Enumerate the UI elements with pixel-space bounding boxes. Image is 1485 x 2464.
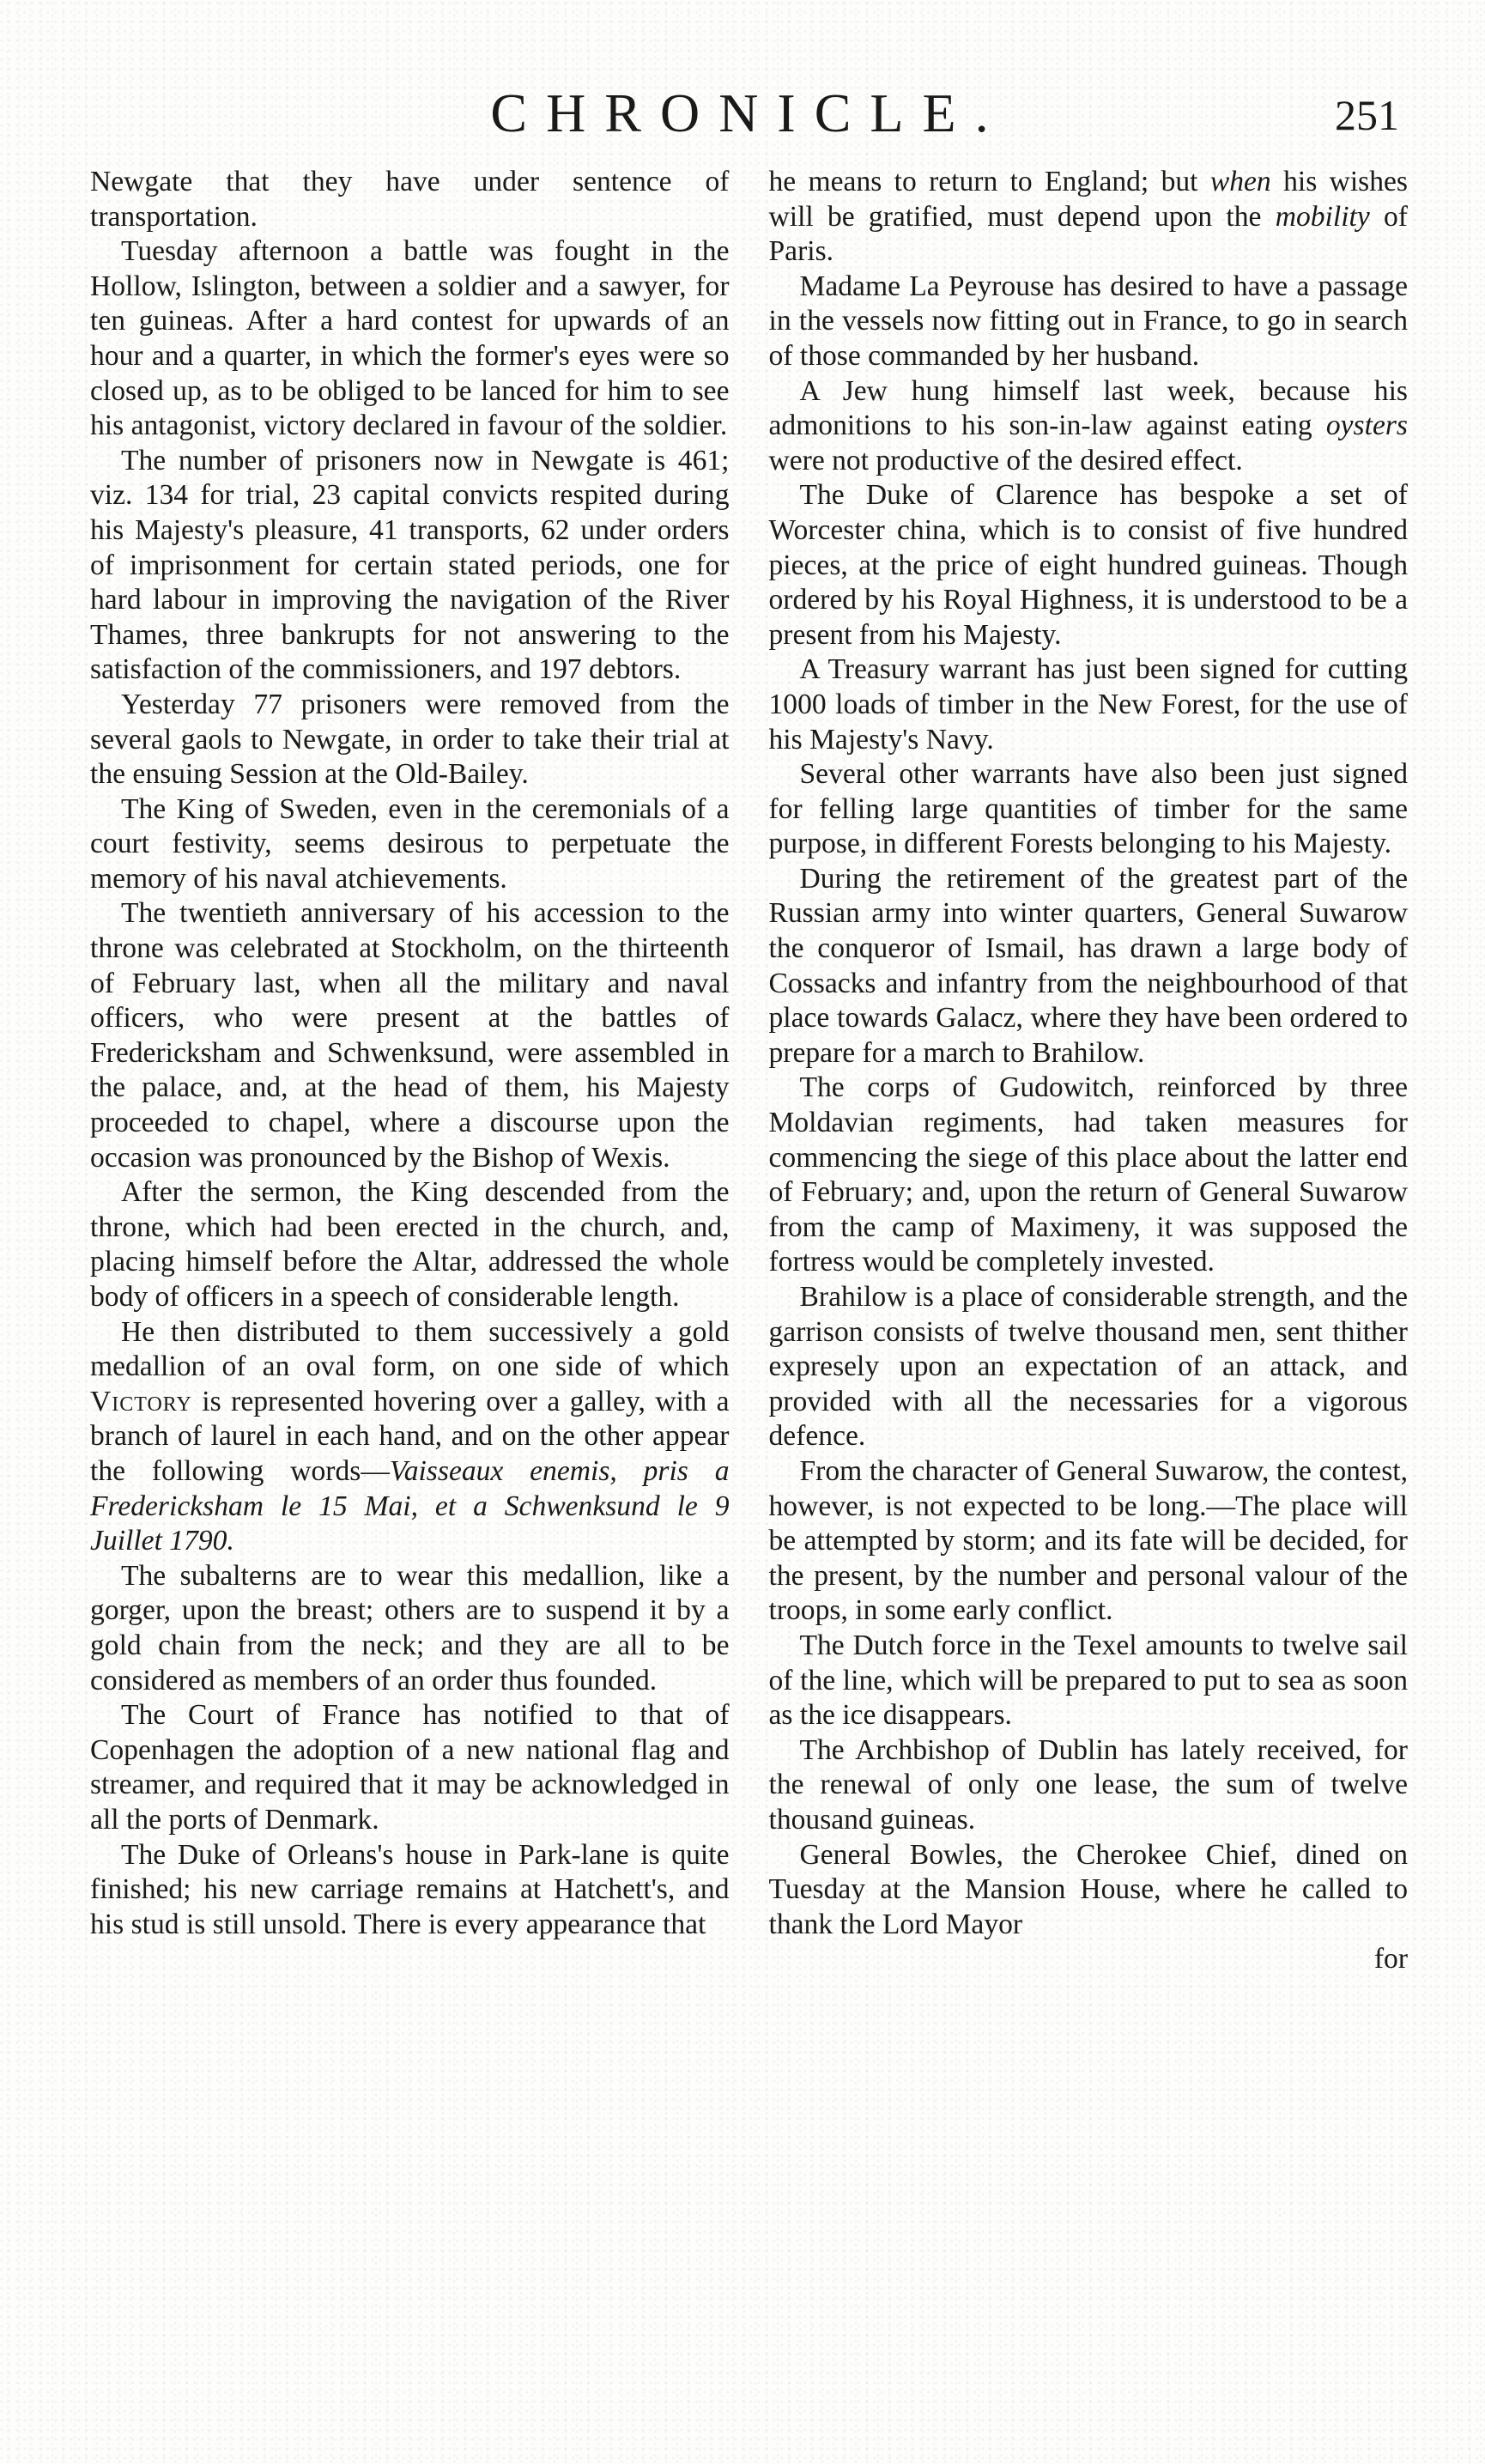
paragraph: Brahilow is a place of considerable strength, and the garrison consists of twelve thousand men, sent thither expresely upon an expectation of an attack, and provided with all the necessaries for a vigorous defence. [768,1281,1408,1453]
text-columns [90,165,1408,1977]
paragraph: Madame La Peyrouse has desired to have a passage in the vessels now fitting out in France, to go in search of those commanded by her husband. [768,270,1408,372]
paragraph: The number of prisoners now in Newgate is 461; viz. 134 for trial, 23 capital convicts respited during his Majesty's pleasure, 41 transports, 62 under orders of imprisonment for certain stated periods, one for hard labour in improving the navigation of the River Thames, three bankrupts for not answering to the satisfaction of the commissioners, and 197 debtors. [90,444,730,686]
text-run: were not productive of the desired effect. [768,444,1243,476]
paragraph [769,374,1409,479]
paragraph: Newgate that they have under sentence of transportation. [90,166,730,233]
paragraph: The Duke of Orleans's house in Park-lane is quite finished; his new carriage remains at Hatchett's, and his stud is still unsold. There is every appearance that [90,1838,730,1940]
text-run: he means to return to England; but [768,166,1198,197]
italic-word: oysters [1325,410,1408,442]
paragraph: After the sermon, the King descended from the throne, which had been erected in the church, and, placing himself before the Altar, addressed the whole body of officers in a speech of considerable length. [90,1176,730,1313]
text-run: his wishes will be gratified, must depend upon the [768,166,1408,233]
paragraph: A Treasury warrant has just been signed for cutting 1000 loads of timber in the New Forest, for the use of his Majesty's Navy. [768,653,1408,756]
text-run: A Jew hung himself last week, because his admonitions to his son-in-law against eating [768,374,1408,442]
paragraph: The King of Sweden, even in the ceremonials of a court festivity, seems desirous to perpetuate the memory of his naval atchievements. [90,792,730,895]
italic-word: mobility [1275,200,1370,233]
paragraph: The Duke of Clarence has bespoke a set of Worcester china, which is to consist of five hundred pieces, at the price of eight hundred guineas. Though ordered by his Royal Highness, it is understood to be a present from his Majesty. [768,479,1408,651]
italic-word: when [1209,166,1271,197]
paragraph: Several other warrants have also been just signed for felling large quantities of timber for the same purpose, in different Forests belonging to his Majesty. [768,758,1408,860]
text-run: is represented hovering over a galley, with a branch of laurel in each hand, and on the other appear the following words— [90,1385,730,1487]
paragraph: Yesterday 77 prisoners were removed from the several gaols to Newgate, in order to take their trial at the ensuing Session at the Old-Bailey. [90,688,730,791]
right-column [769,165,1409,1977]
small-caps-word: Victory [90,1385,192,1417]
paragraph: The subalterns are to wear this medallion, like a gorger, upon the breast; others are to suspend it by a gold chain from the neck; and they are all to be considered as members of an order thus founded. [90,1559,730,1696]
paragraph: During the retirement of the greatest part of the Russian army into winter quarters, General Suwarow the conqueror of Ismail, has drawn a large body of Cossacks and infantry from the neighbourhood of that place towards Galacz, where they have been ordered to prepare for a march to Brahilow. [768,862,1408,1069]
text-run: He then distributed to them successively a gold medallion of an oval form, on one side of which [90,1315,730,1383]
left-column [90,165,730,1977]
italic-quote: Vaisseaux enemis, pris a Fredericksham le 15 Mai, et a Schwenksund le 9 Juillet 1790. [90,1454,730,1557]
text-run: of Paris. [768,200,1408,268]
page-header [90,82,1408,155]
catchword: for [1373,1943,1408,1975]
paragraph: The Court of France has notified to that of Copenhagen the adoption of a new national flag and streamer, and required that it may be acknowledged in all the ports of Denmark. [90,1699,730,1836]
paragraph: From the character of General Suwarow, the contest, however, is not expected to be long.—The place will be attempted by storm; and its fate will be decided, for the present, by the number and personal valour of the troops, in some early conflict. [768,1454,1408,1627]
running-title: CHRONICLE. [490,82,1008,143]
paragraph: The Archbishop of Dublin has lately received, for the renewal of only one lease, the sum of twelve thousand guineas. [768,1733,1408,1836]
paragraph: The corps of Gudowitch, reinforced by three Moldavian regiments, had taken measures for commencing the siege of this place about the latter end of February; and, upon the return of General Suwarow from the camp of Maximeny, it was supposed the fortress would be completely invested. [768,1071,1408,1278]
page-number: 251 [1335,91,1399,139]
paragraph: General Bowles, the Cherokee Chief, dined on Tuesday at the Mansion House, where he called to thank the Lord Mayor [768,1838,1408,1940]
paragraph: The twentieth anniversary of his accession to the throne was celebrated at Stockholm, on the thirteenth of February last, when all the military and naval officers, who were present at the battles of Fredericksham and Schwenksund, were assembled in the palace, and, at the head of them, his Majesty proceeded to chapel, where a discourse upon the occasion was pronounced by the Bishop of Wexis. [90,897,730,1174]
paragraph [769,165,1409,270]
paragraph [90,1315,730,1559]
paragraph: The Dutch force in the Texel amounts to twelve sail of the line, which will be prepared to put to sea as soon as the ice disappears. [768,1629,1408,1732]
paragraph: Tuesday afternoon a battle was fought in the Hollow, Islington, between a soldier and a sawyer, for ten guineas. After a hard contest for upwards of an hour and a quarter, in which the former's eyes were so closed up, as to be obliged to be lanced for him to see his antagonist, victory declared in favour of the soldier. [90,235,730,442]
